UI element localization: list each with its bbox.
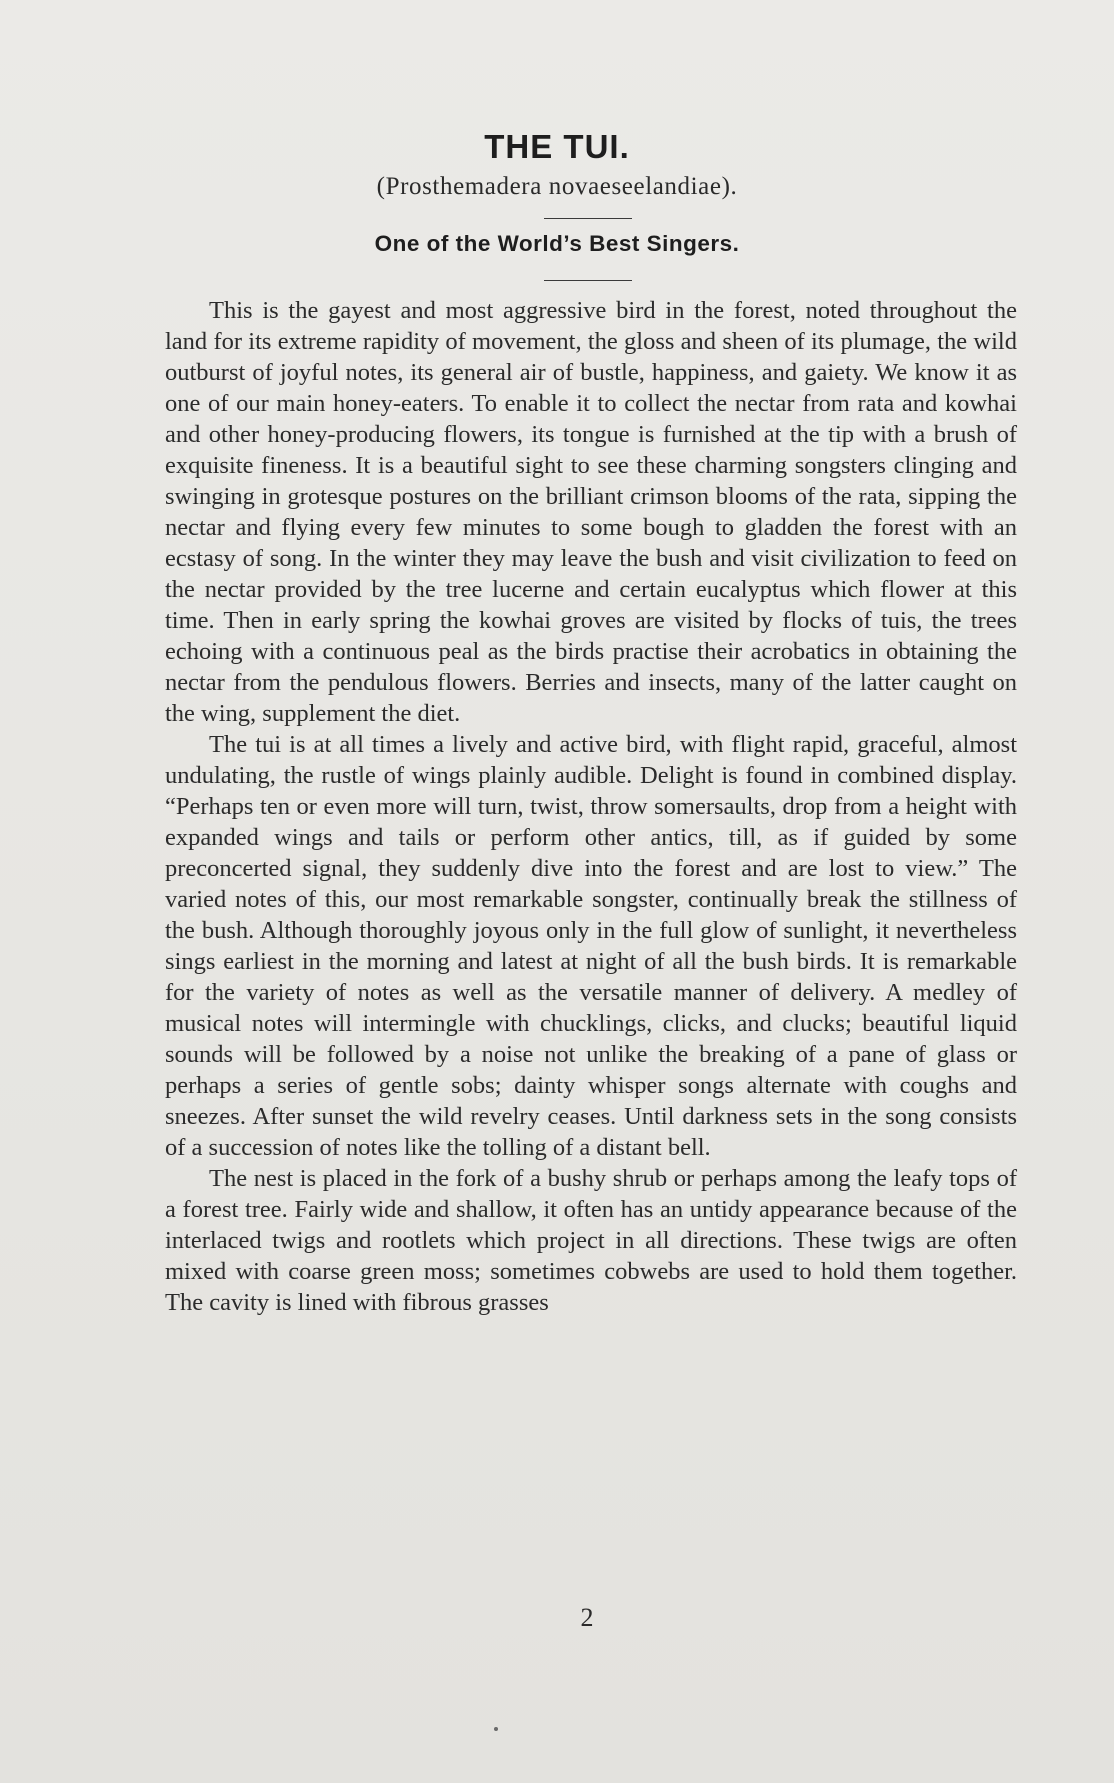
paragraph: The nest is placed in the fork of a bushy shrub or perhaps among the leafy tops of a forest tree. Fairly wide and shallow, it often has an untidy appearance because of the interlaced twigs and rootlets which project in all directions. These twigs are often mixed with coarse green moss; sometimes cobwebs are used to hold them together. The cavity is lined with fibrous grasses <box>165 1165 1017 1316</box>
page-number: 2 <box>580 1603 594 1632</box>
paragraph: The tui is at all times a lively and active bird, with flight rapid, graceful, almost undulating, the rustle of wings plainly audible. Delight is found in combined display. “Perhaps ten or even more will turn, twist, throw somersaults, drop from a height with expanded wings and tails or perform other antics, till, as if guided by some preconcerted signal, they suddenly dive into the forest and are lost to view.” The varied notes of this, our most remarkable songster, continually break the stillness of the bush. Although thoroughly joyous only in the full glow of sunlight, it nevertheless sings earliest in the morning and latest at night of all the bush birds. It is remarkable for the variety of notes as well as the versatile manner of delivery. A medley of musical notes will intermingle with chucklings, clicks, and clucks; beautiful liquid sounds will be followed by a noise not unlike the breaking of a pane of glass or perhaps a series of gentle sobs; dainty whisper songs alternate with coughs and sneezes. After sunset the wild revelry ceases. Until darkness sets in the song consists of a succession of notes like the tolling of a distant bell. <box>165 731 1017 1161</box>
article-title: THE TUI. <box>484 128 630 165</box>
divider-rule <box>544 218 632 219</box>
paragraph: This is the gayest and most aggressive bird in the forest, noted throughout the land for its extreme rapidity of movement, the gloss and sheen of its plumage, the wild outburst of joyful notes, its general air of bustle, happiness, and gaiety. We know it as one of our main honey-eaters. To enable it to collect the nectar from rata and kowhai and other honey-producing flowers, its tongue is furnished at the tip with a brush of exquisite fineness. It is a beautiful sight to see these charming songsters clinging and swinging in grotesque postures on the brilliant crimson blooms of the rata, sipping the nectar and flying every few minutes to some bough to gladden the forest with an ecstasy of song. In the winter they may leave the bush and visit civilization to feed on the nectar provided by the tree lucerne and certain eucalyptus which flower at this time. Then in early spring the kowhai groves are visited by flocks of tuis, the trees echoing with a continuous peal as the birds practise their acrobatics in obtaining the nectar from the pendulous flowers. Berries and insects, many of the latter caught on the wing, supplement the diet. <box>165 297 1017 727</box>
article-body <box>165 295 1017 1318</box>
scientific-name: (Prosthemadera novaeseelandiae). <box>376 173 738 200</box>
article-heading: One of the World’s Best Singers. <box>374 231 740 256</box>
divider-rule <box>544 280 632 281</box>
paper-speck <box>494 1727 498 1731</box>
